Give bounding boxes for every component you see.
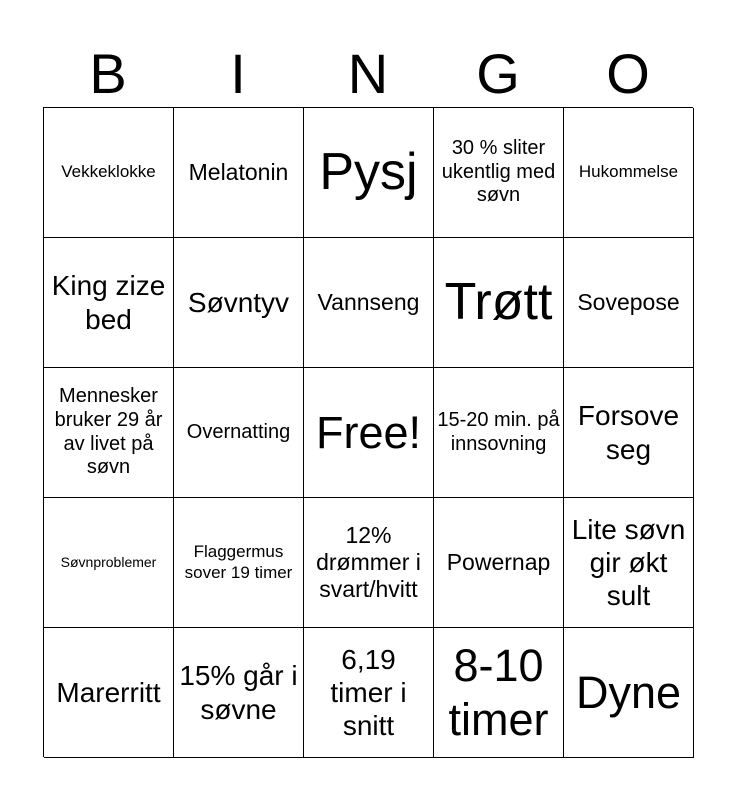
bingo-cell[interactable]: 15% går i søvne — [174, 628, 304, 758]
bingo-cell[interactable]: Lite søvn gir økt sult — [564, 498, 694, 628]
bingo-board — [43, 107, 693, 757]
bingo-cell[interactable]: Marerritt — [44, 628, 174, 758]
bingo-cell[interactable]: King zize bed — [44, 238, 174, 368]
bingo-cell[interactable]: 12% drømmer i svart/hvitt — [304, 498, 434, 628]
header-letter-i: I — [230, 42, 246, 105]
header-letter-n: N — [347, 42, 389, 105]
bingo-cell[interactable]: 15-20 min. på innsovning — [434, 368, 564, 498]
bingo-header — [43, 40, 693, 108]
bingo-cell[interactable]: Vekkeklokke — [44, 108, 174, 238]
bingo-cell[interactable]: Dyne — [564, 628, 694, 758]
bingo-cell[interactable]: 30 % sliter ukentlig med søvn — [434, 108, 564, 238]
bingo-cell[interactable]: Sovepose — [564, 238, 694, 368]
bingo-cell[interactable]: Hukommelse — [564, 108, 694, 238]
header-letter-o: O — [606, 42, 650, 105]
bingo-cell[interactable]: Vannseng — [304, 238, 434, 368]
header-letter-b: B — [89, 42, 127, 105]
bingo-cell[interactable]: Mennesker bruker 29 år av livet på søvn — [44, 368, 174, 498]
bingo-cell[interactable]: Søvntyv — [174, 238, 304, 368]
bingo-cell[interactable]: 6,19 timer i snitt — [304, 628, 434, 758]
header-letter-g: G — [476, 42, 520, 105]
bingo-cell[interactable]: Melatonin — [174, 108, 304, 238]
free-space[interactable]: Free! — [304, 368, 434, 498]
bingo-cell[interactable]: Søvnproblemer — [44, 498, 174, 628]
bingo-cell[interactable]: Trøtt — [434, 238, 564, 368]
bingo-cell[interactable]: 8-10 timer — [434, 628, 564, 758]
bingo-cell[interactable]: Overnatting — [174, 368, 304, 498]
bingo-cell[interactable]: Flaggermus sover 19 timer — [174, 498, 304, 628]
bingo-cell[interactable]: Pysj — [304, 108, 434, 238]
bingo-cell[interactable]: Forsove seg — [564, 368, 694, 498]
bingo-cell[interactable]: Powernap — [434, 498, 564, 628]
